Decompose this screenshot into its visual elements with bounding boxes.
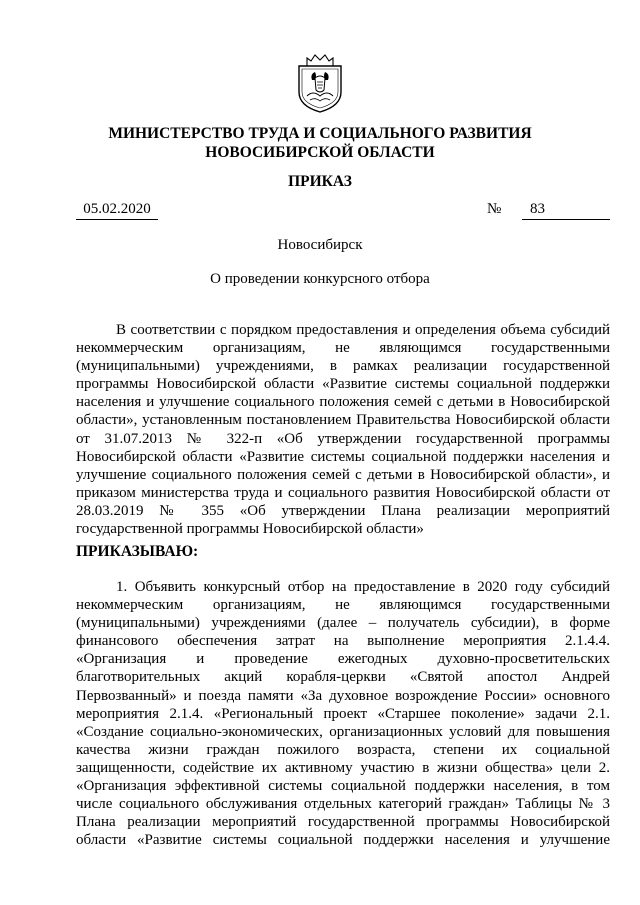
text-line: качества жизни граждан пожилого возраста, степени их социальной <box>76 741 610 758</box>
text-line: числе социального обслуживания отдельных категорий граждан» Таблицы № 3 <box>76 796 610 813</box>
text-line: Первозванный» и поезда памяти «За духовное возрождение России» основного <box>76 687 610 704</box>
text-line: благотворительных акций корабля-церкви «Святой апостол Андрей <box>76 669 610 686</box>
orders-heading: ПРИКАЗЫВАЮ: <box>76 543 199 560</box>
text-line: Плана реализации мероприятий государственной программы Новосибирской <box>76 814 610 831</box>
number-sign: № <box>487 201 502 217</box>
text-line: финансового обеспечения затрат на выполнение мероприятия 2.1.4.4. <box>76 633 610 650</box>
order-title: ПРИКАЗ <box>288 173 352 190</box>
ministry-name <box>60 124 580 162</box>
text-line: некоммерческим организациям, не являющимся государственными <box>76 597 610 614</box>
text-line: некоммерческим организациям, не являющимся государственными <box>76 340 610 357</box>
ministry-line-2: НОВОСИБИРСКОЙ ОБЛАСТИ <box>205 144 435 161</box>
text-line: «Организация и проведение ежегодных духовно-просветительских <box>76 651 610 668</box>
order-item-1 <box>76 578 610 849</box>
text-line: государственной программы Новосибирской области» <box>76 521 424 538</box>
text-line: В соответствии с порядком предоставления и определения объема субсидий <box>116 322 610 338</box>
ministry-line-1: МИНИСТЕРСТВО ТРУДА И СОЦИАЛЬНОГО РАЗВИТИЯ <box>108 125 532 142</box>
text-line: (муниципальными) учреждениями, в рамках реализации государственной <box>76 358 610 375</box>
text-line: мероприятия 2.1.4. «Региональный проект «Старшее поколение» задачи 2.1. <box>76 705 610 722</box>
coat-of-arms-emblem <box>293 52 347 114</box>
text-line: области «Развитие системы социальной поддержки населения и улучшение <box>76 832 610 849</box>
text-line: 28.03.2019 № 355 «Об утверждении Плана реализации мероприятий <box>76 502 610 519</box>
text-line: приказом министерства труда и социального развития Новосибирской области от <box>76 484 610 501</box>
order-date: 05.02.2020 <box>76 200 158 220</box>
order-subject: О проведении конкурсного отбора <box>210 271 430 287</box>
preamble-paragraph <box>76 321 610 538</box>
text-line: «Организация эффективной системы социальной поддержки населения, в том <box>76 778 610 795</box>
text-line: Новосибирской области «Развитие системы социальной поддержки населения и <box>76 448 610 465</box>
text-line: улучшение социального положения семей с детьми в Новосибирской области», и <box>76 466 610 483</box>
text-line: программы Новосибирской области «Развитие системы социальной поддержки <box>76 376 610 393</box>
text-line: 1. Объявить конкурсный отбор на предоставление в 2020 году субсидий <box>116 579 610 595</box>
city-name: Новосибирск <box>277 237 363 253</box>
text-line: населения и улучшение социального положения семей с детьми в Новосибирской <box>76 394 610 411</box>
text-line: защищенности, содействие их активному участию в жизни общества» цели 2. <box>76 759 610 776</box>
text-line: от 31.07.2013 № 322-п «Об утверждении государственной программы <box>76 430 610 447</box>
order-number: 83 <box>522 200 610 220</box>
text-line: «Создание социально-экономических, организационных условий для повышения <box>76 723 610 740</box>
text-line: (муниципальными) учреждениями (далее – получатель субсидии), в форме <box>76 615 610 632</box>
text-line: области», установленным постановлением Правительства Новосибирской области <box>76 412 610 429</box>
